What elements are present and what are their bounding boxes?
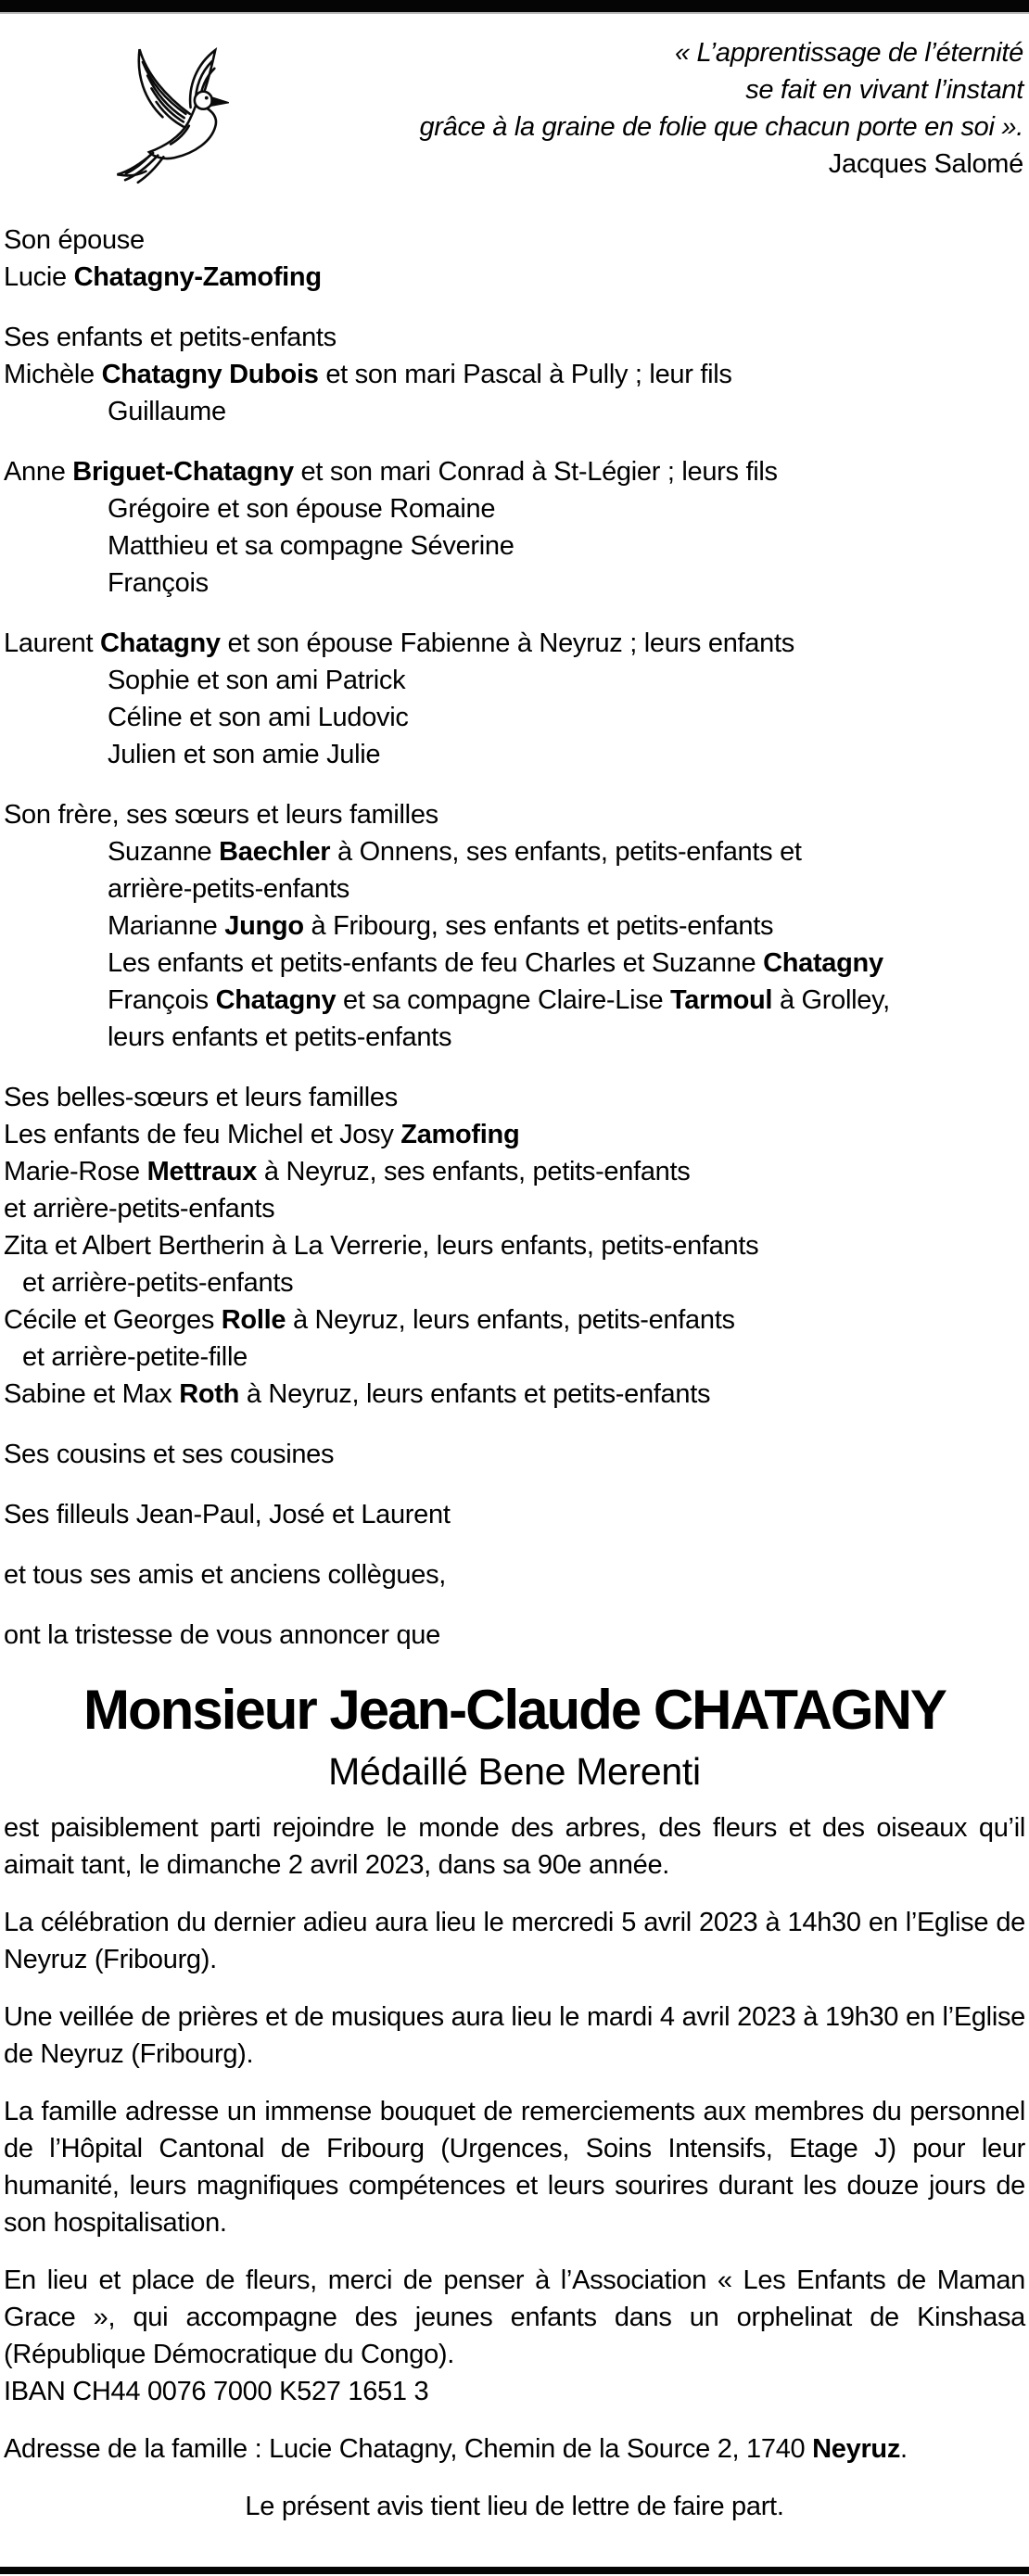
text-run: Adresse de la famille : Lucie Chatagny, Chemin de la Source 2, 1740 bbox=[4, 2434, 813, 2464]
text-run: La célébration du dernier adieu aura lieu le mercredi 5 avril 2023 à 14h30 en l’Eglise de Neyruz (Fribourg). bbox=[4, 1908, 1025, 1974]
paragraph bbox=[4, 2373, 1025, 2410]
text-run: à Grolley, bbox=[772, 985, 890, 1015]
family-line bbox=[4, 870, 1025, 907]
text-run: Zita et Albert Bertherin à La Verrerie, leurs enfants, petits-enfants bbox=[4, 1231, 759, 1261]
paragraph bbox=[4, 1999, 1025, 2073]
text-run: ont la tristesse de vous annoncer que bbox=[4, 1620, 440, 1650]
family-name-bold: Chatagny bbox=[215, 985, 337, 1015]
family-name-bold: Neyruz bbox=[812, 2434, 901, 2464]
family-block bbox=[4, 625, 1025, 773]
announcement-paragraphs bbox=[0, 1795, 1029, 2525]
deceased-name: Monsieur Jean-Claude CHATAGNY bbox=[83, 1679, 946, 1741]
family-line bbox=[4, 1153, 1025, 1190]
family-list bbox=[0, 209, 1029, 1654]
text-run: Les enfants de feu Michel et Josy bbox=[4, 1120, 401, 1149]
text-run: Lucie bbox=[4, 262, 74, 292]
family-line bbox=[4, 527, 1025, 565]
deceased-distinction: Médaillé Bene Merenti bbox=[328, 1750, 701, 1793]
family-name-bold: Zamofing bbox=[400, 1120, 520, 1149]
bottom-rule bbox=[0, 2567, 1029, 2574]
text-run: Anne bbox=[4, 457, 73, 487]
family-line bbox=[4, 490, 1025, 527]
family-line bbox=[4, 1116, 1025, 1153]
text-run: Les enfants et petits-enfants de feu Charles et Suzanne bbox=[108, 948, 764, 978]
text-run: à Fribourg, ses enfants et petits-enfants bbox=[303, 911, 774, 941]
family-block bbox=[4, 222, 1025, 296]
text-run: Le présent avis tient lieu de lettre de faire part. bbox=[245, 2492, 784, 2521]
family-name-bold: Baechler bbox=[219, 837, 331, 867]
text-run: IBAN CH44 0076 7000 K527 1651 3 bbox=[4, 2377, 429, 2406]
quote-line: « L’apprentissage de l’éternité bbox=[674, 38, 1023, 68]
family-line bbox=[4, 625, 1025, 662]
family-name-bold: Roth bbox=[179, 1379, 240, 1409]
family-name-bold: Mettraux bbox=[146, 1157, 258, 1186]
text-run: En lieu et place de fleurs, merci de penser à l’Association « Les Enfants de Maman Grace », qui accompagne des jeunes enfants dans un orphelinat de Kinshasa (République Démocratique du Congo). bbox=[4, 2265, 1025, 2369]
family-block bbox=[4, 1556, 1025, 1593]
family-line bbox=[4, 1496, 1025, 1533]
family-line bbox=[4, 907, 1025, 945]
family-line bbox=[4, 982, 1025, 1019]
text-run: Son épouse bbox=[4, 225, 145, 255]
family-line bbox=[4, 1079, 1025, 1116]
family-block bbox=[4, 319, 1025, 430]
text-run: Laurent bbox=[4, 628, 101, 658]
family-block bbox=[4, 1079, 1025, 1413]
family-name-bold: Rolle bbox=[221, 1305, 286, 1335]
text-run: et son mari Pascal à Pully ; leur fils bbox=[318, 360, 732, 389]
quote-line: grâce à la graine de folie que chacun porte en soi ». bbox=[419, 112, 1023, 142]
text-run: Suzanne bbox=[108, 837, 220, 867]
family-line bbox=[4, 1227, 1025, 1264]
family-block bbox=[4, 1496, 1025, 1533]
family-line bbox=[4, 1376, 1025, 1413]
paragraph bbox=[4, 2093, 1025, 2241]
family-line bbox=[4, 833, 1025, 870]
family-line bbox=[4, 1019, 1025, 1056]
quote-line: se fait en vivant l’instant bbox=[745, 75, 1023, 105]
text-run: et son mari Conrad à St-Légier ; leurs fils bbox=[293, 457, 778, 487]
family-name-bold: Chatagny bbox=[763, 948, 883, 978]
text-run: Ses enfants et petits-enfants bbox=[4, 323, 337, 352]
family-name-bold: Chatagny Dubois bbox=[101, 360, 319, 389]
family-line bbox=[4, 1264, 1025, 1301]
family-line bbox=[4, 1617, 1025, 1654]
text-run: Ses belles-sœurs et leurs familles bbox=[4, 1083, 398, 1112]
text-run: Son frère, ses sœurs et leurs familles bbox=[4, 800, 438, 830]
text-run: à Neyruz, leurs enfants, petits-enfants bbox=[286, 1305, 735, 1335]
text-run: . bbox=[900, 2434, 908, 2464]
text-run: et arrière-petits-enfants bbox=[4, 1194, 275, 1224]
text-run: Guillaume bbox=[108, 397, 226, 426]
text-run: Sabine et Max bbox=[4, 1379, 180, 1409]
family-block bbox=[4, 1617, 1025, 1654]
text-run: Sophie et son ami Patrick bbox=[108, 666, 406, 695]
family-name-bold: Chatagny-Zamofing bbox=[73, 262, 322, 292]
text-run: François bbox=[108, 985, 216, 1015]
text-run: Marianne bbox=[108, 911, 225, 941]
family-line bbox=[4, 393, 1025, 430]
text-run: Grégoire et son épouse Romaine bbox=[108, 494, 496, 524]
family-name-bold: Jungo bbox=[224, 911, 304, 941]
text-run: à Onnens, ses enfants, petits-enfants et bbox=[330, 837, 802, 867]
text-run: Cécile et Georges bbox=[4, 1305, 222, 1335]
family-line bbox=[4, 1190, 1025, 1227]
text-run: et sa compagne Claire-Lise bbox=[336, 985, 671, 1015]
paragraph bbox=[4, 2430, 1025, 2468]
text-run: à Neyruz, ses enfants, petits-enfants bbox=[257, 1157, 691, 1186]
text-run: et arrière-petite-fille bbox=[22, 1342, 248, 1372]
paragraph bbox=[4, 2262, 1025, 2373]
paragraph bbox=[4, 1904, 1025, 1978]
dove-icon bbox=[93, 39, 255, 198]
quote-author: Jacques Salomé bbox=[828, 149, 1023, 179]
text-run: Michèle bbox=[4, 360, 102, 389]
text-run: et tous ses amis et anciens collègues, bbox=[4, 1560, 447, 1590]
family-line bbox=[4, 1301, 1025, 1339]
family-line bbox=[4, 319, 1025, 356]
family-line bbox=[4, 796, 1025, 833]
family-block bbox=[4, 453, 1025, 602]
text-run: et arrière-petits-enfants bbox=[22, 1268, 294, 1298]
text-run: arrière-petits-enfants bbox=[108, 874, 349, 904]
family-line bbox=[4, 259, 1025, 296]
header bbox=[0, 0, 1029, 209]
text-run: Marie-Rose bbox=[4, 1157, 147, 1186]
family-line bbox=[4, 1339, 1025, 1376]
family-line bbox=[4, 453, 1025, 490]
text-run: leurs enfants et petits-enfants bbox=[108, 1022, 452, 1052]
family-line bbox=[4, 222, 1025, 259]
text-run: à Neyruz, leurs enfants et petits-enfants bbox=[239, 1379, 711, 1409]
family-name-bold: Briguet-Chatagny bbox=[72, 457, 294, 487]
family-block bbox=[4, 1436, 1025, 1473]
family-line bbox=[4, 565, 1025, 602]
text-run: François bbox=[108, 568, 209, 598]
text-run: Matthieu et sa compagne Séverine bbox=[108, 531, 514, 561]
family-block bbox=[4, 796, 1025, 1056]
family-line bbox=[4, 945, 1025, 982]
text-run: Ses filleuls Jean-Paul, José et Laurent bbox=[4, 1500, 451, 1529]
family-line bbox=[4, 662, 1025, 699]
family-name-bold: Tarmoul bbox=[670, 985, 773, 1015]
family-line bbox=[4, 1556, 1025, 1593]
family-line bbox=[4, 356, 1025, 393]
text-run: Ses cousins et ses cousines bbox=[4, 1440, 335, 1469]
paragraph bbox=[4, 2488, 1025, 2525]
text-run: est paisiblement parti rejoindre le monde des arbres, des fleurs et des oiseaux qu’il aimait tant, le dimanche 2 avril 2023, dans sa 90e année. bbox=[4, 1813, 1025, 1880]
text-run: Julien et son amie Julie bbox=[108, 740, 381, 769]
family-line bbox=[4, 699, 1025, 736]
text-run: et son épouse Fabienne à Neyruz ; leurs enfants bbox=[220, 628, 794, 658]
text-run: Une veillée de prières et de musiques aura lieu le mardi 4 avril 2023 à 19h30 en l’Eglise de Neyruz (Fribourg). bbox=[4, 2002, 1025, 2069]
family-name-bold: Chatagny bbox=[100, 628, 221, 658]
paragraph bbox=[4, 1809, 1025, 1884]
family-line bbox=[4, 1436, 1025, 1473]
family-line bbox=[4, 736, 1025, 773]
text-run: Céline et son ami Ludovic bbox=[108, 703, 409, 732]
text-run: La famille adresse un immense bouquet de remerciements aux membres du personnel de l’Hôpital Cantonal de Fribourg (Urgences, Soins Intensifs, Etage J) pour leur humanité, leurs magnifiques compétences et leurs sourires durant les douze jours de son hospitalisation. bbox=[4, 2097, 1025, 2238]
